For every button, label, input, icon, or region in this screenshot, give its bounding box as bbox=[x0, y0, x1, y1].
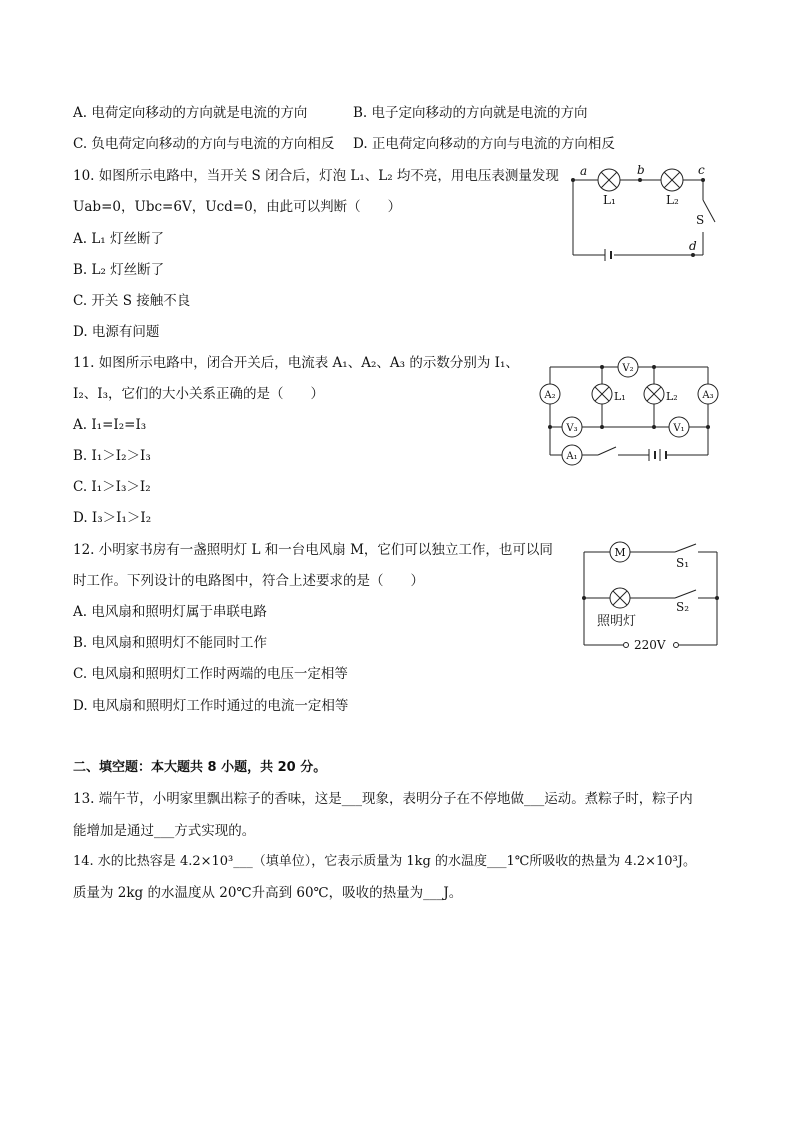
q10-circuit-diagram bbox=[560, 160, 720, 270]
q12-option-c: C. 电风扇和照明灯工作时两端的电压一定相等 bbox=[73, 666, 348, 682]
q11-label-v3: V₃ bbox=[566, 423, 578, 434]
q10-option-a: A. L₁ 灯丝断了 bbox=[73, 231, 164, 247]
q11-circuit-diagram bbox=[536, 350, 722, 468]
q11-label-a1: A₁ bbox=[566, 451, 578, 462]
q11-label-v1: V₁ bbox=[673, 423, 685, 434]
q10-label-a: a bbox=[580, 164, 588, 178]
q11-label-a2: A₂ bbox=[544, 390, 556, 401]
q10-label-d: d bbox=[689, 239, 697, 253]
q10-option-b: B. L₂ 灯丝断了 bbox=[73, 262, 165, 278]
q11-label-v2: V₂ bbox=[622, 363, 634, 374]
q11-option-a: A. I₁=I₂=I₃ bbox=[73, 417, 147, 433]
q12-option-b: B. 电风扇和照明灯不能同时工作 bbox=[73, 635, 268, 651]
q13-line2: 能增加是通过___方式实现的。 bbox=[73, 823, 256, 839]
q12-stem-line2: 时工作。下列设计的电路图中，符合上述要求的是（ ） bbox=[73, 573, 424, 589]
q10-label-c: c bbox=[698, 163, 705, 177]
q10-option-c: C. 开关 S 接触不良 bbox=[73, 293, 191, 309]
q10-stem-line1: 10. 如图所示电路中，当开关 S 闭合后，灯泡 L₁、L₂ 均不亮，用电压表测量发现 bbox=[73, 168, 559, 184]
q10-option-d: D. 电源有问题 bbox=[73, 324, 160, 340]
q11-option-c: C. I₁＞I₃＞I₂ bbox=[73, 479, 151, 495]
q11-label-l2: L₂ bbox=[666, 390, 678, 403]
q12-label-s2: S₂ bbox=[676, 600, 690, 614]
q11-option-d: D. I₃＞I₁＞I₂ bbox=[73, 510, 152, 526]
q12-stem-line1: 12. 小明家书房有一盏照明灯 L 和一台电风扇 M，它们可以独立工作，也可以同 bbox=[73, 542, 553, 558]
section-2-title: 二、填空题：本大题共 8 小题，共 20 分。 bbox=[73, 760, 327, 775]
q12-label-s1: S₁ bbox=[676, 556, 690, 570]
q13-line1: 13. 端午节，小明家里飘出粽子的香味，这是___现象，表明分子在不停地做___运动。煮粽子时，粽子内 bbox=[73, 791, 693, 807]
q14-line1: 14. 水的比热容是 4.2×10³___（填单位），它表示质量为 1kg 的水温度___1℃所吸收的热量为 4.2×10³J。 bbox=[73, 854, 696, 869]
q9-option-d: D. 正电荷定向移动的方向与电流的方向相反 bbox=[353, 136, 615, 152]
q12-circuit-diagram bbox=[578, 538, 723, 656]
q9-option-b: B. 电子定向移动的方向就是电流的方向 bbox=[353, 105, 588, 121]
q14-line2: 质量为 2kg 的水温度从 20℃升高到 60℃，吸收的热量为___J。 bbox=[73, 885, 463, 901]
q12-label-voltage: 220V bbox=[634, 638, 666, 652]
q10-label-s: S bbox=[696, 213, 705, 227]
q11-option-b: B. I₁＞I₂＞I₃ bbox=[73, 448, 151, 464]
q12-option-a: A. 电风扇和照明灯属于串联电路 bbox=[73, 604, 267, 620]
q12-label-lamp: 照明灯 bbox=[597, 614, 637, 629]
q11-label-l1: L₁ bbox=[614, 390, 626, 403]
q11-stem-line1: 11. 如图所示电路中，闭合开关后，电流表 A₁、A₂、A₃ 的示数分别为 I₁、 bbox=[73, 355, 519, 371]
q10-stem-line2: Uab=0，Ubc=6V，Ucd=0，由此可以判断（ ） bbox=[73, 199, 402, 215]
q10-label-l2: L₂ bbox=[666, 193, 679, 207]
q9-option-a: A. 电荷定向移动的方向就是电流的方向 bbox=[73, 105, 308, 121]
q9-option-c: C. 负电荷定向移动的方向与电流的方向相反 bbox=[73, 136, 335, 152]
q12-option-d: D. 电风扇和照明灯工作时通过的电流一定相等 bbox=[73, 698, 349, 714]
q11-stem-line2: I₂、I₃，它们的大小关系正确的是（ ） bbox=[73, 386, 324, 402]
q11-label-a3: A₃ bbox=[702, 390, 714, 401]
q12-label-m: M bbox=[614, 546, 626, 559]
q10-label-l1: L₁ bbox=[603, 193, 616, 207]
q10-label-b: b bbox=[637, 163, 645, 177]
